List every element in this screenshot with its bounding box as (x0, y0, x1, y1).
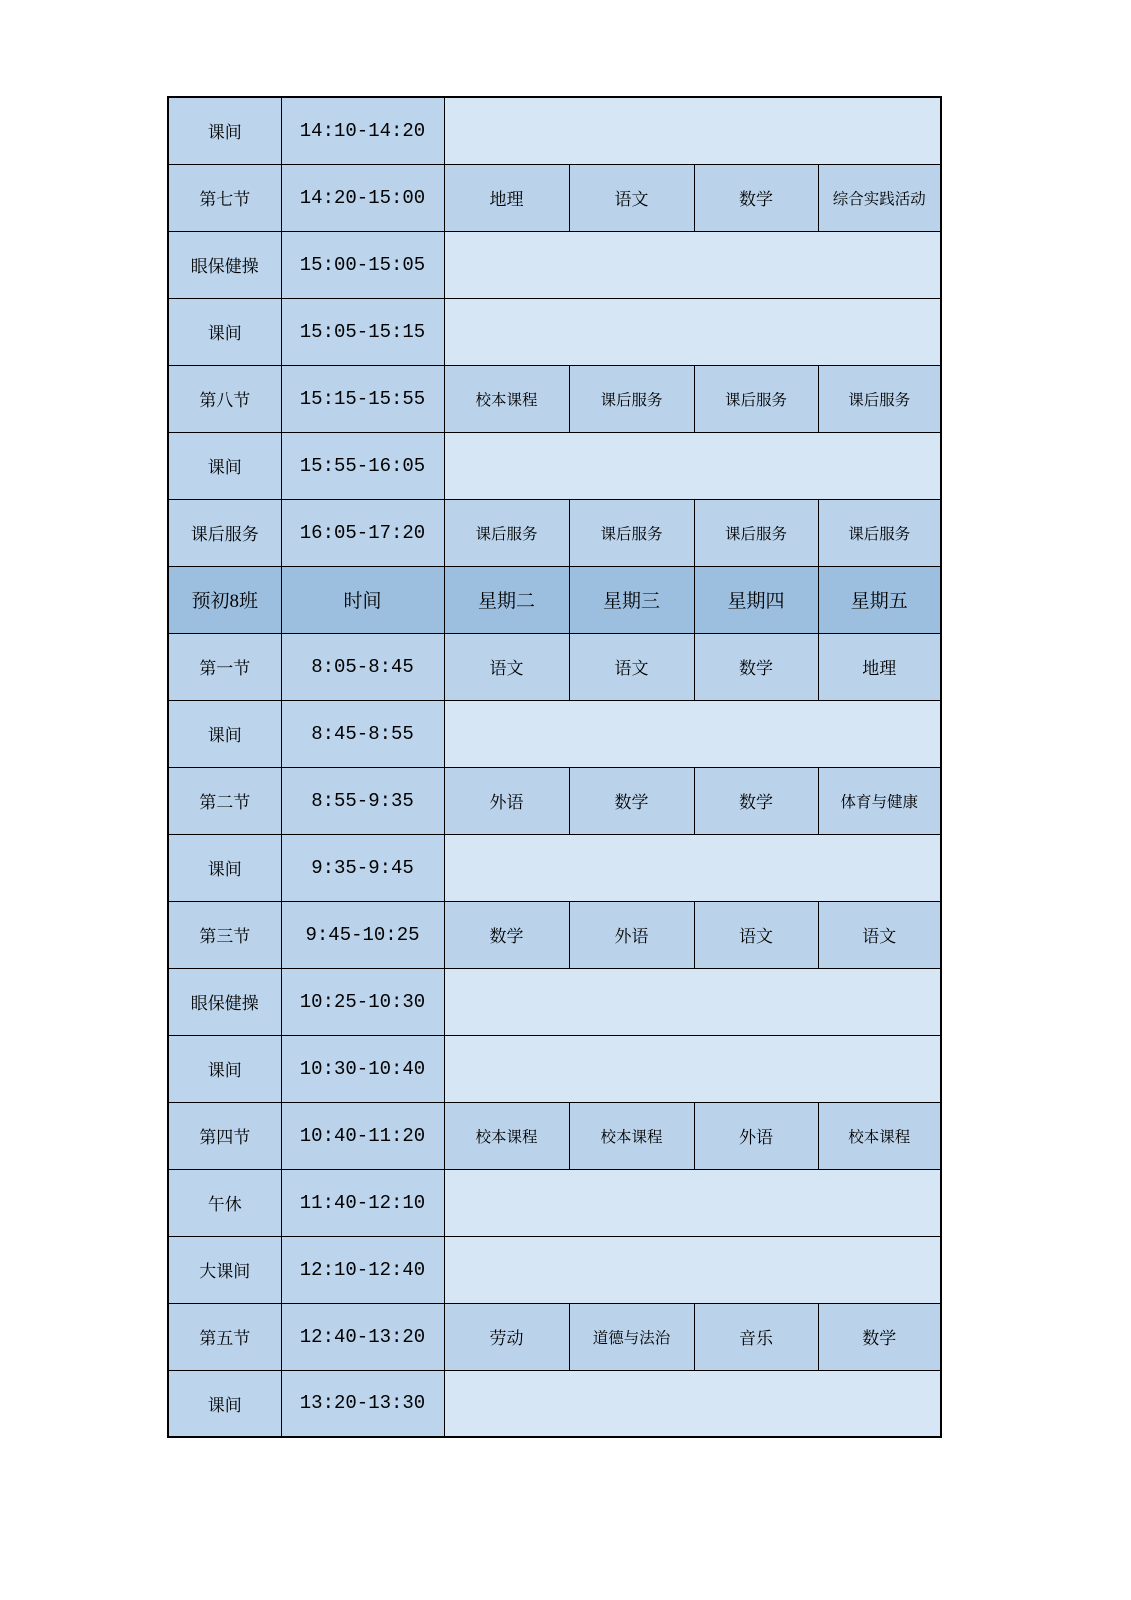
schedule-sheet (167, 96, 940, 1438)
subject-cell: 体育与健康 (818, 767, 941, 834)
table-row (168, 1035, 941, 1102)
empty-span-cell (444, 231, 941, 298)
table-header-weekday: 星期五 (818, 566, 941, 633)
table-row (168, 968, 941, 1035)
table-row (168, 1236, 941, 1303)
subject-cell: 数学 (569, 767, 694, 834)
subject-cell: 地理 (444, 164, 569, 231)
row-time-cell: 15:15-15:55 (281, 365, 444, 432)
row-label-cell: 课间 (168, 1370, 281, 1437)
subject-cell: 数学 (694, 164, 818, 231)
empty-span-cell (444, 1169, 941, 1236)
subject-cell: 语文 (569, 633, 694, 700)
row-label-cell: 第一节 (168, 633, 281, 700)
subject-cell: 数学 (818, 1303, 941, 1370)
table-header-class: 预初8班 (168, 566, 281, 633)
row-label-cell: 课间 (168, 700, 281, 767)
subject-cell: 语文 (569, 164, 694, 231)
table-header-weekday: 星期三 (569, 566, 694, 633)
row-time-cell: 15:55-16:05 (281, 432, 444, 499)
subject-cell: 语文 (818, 901, 941, 968)
table-row (168, 767, 941, 834)
row-label-cell: 午休 (168, 1169, 281, 1236)
subject-cell: 校本课程 (444, 1102, 569, 1169)
row-time-cell: 12:40-13:20 (281, 1303, 444, 1370)
subject-cell: 语文 (444, 633, 569, 700)
table-row (168, 432, 941, 499)
row-time-cell: 10:30-10:40 (281, 1035, 444, 1102)
row-label-cell: 课间 (168, 834, 281, 901)
row-label-cell: 大课间 (168, 1236, 281, 1303)
row-label-cell: 第八节 (168, 365, 281, 432)
row-time-cell: 10:25-10:30 (281, 968, 444, 1035)
row-label-cell: 第五节 (168, 1303, 281, 1370)
subject-cell: 校本课程 (444, 365, 569, 432)
empty-span-cell (444, 834, 941, 901)
subject-cell: 数学 (694, 633, 818, 700)
subject-cell: 课后服务 (569, 365, 694, 432)
subject-cell: 课后服务 (818, 499, 941, 566)
empty-span-cell (444, 1236, 941, 1303)
table-row (168, 365, 941, 432)
table-row (168, 298, 941, 365)
empty-span-cell (444, 1035, 941, 1102)
row-time-cell: 16:05-17:20 (281, 499, 444, 566)
subject-cell: 劳动 (444, 1303, 569, 1370)
row-label-cell: 课间 (168, 97, 281, 164)
row-time-cell: 8:45-8:55 (281, 700, 444, 767)
row-time-cell: 10:40-11:20 (281, 1102, 444, 1169)
row-time-cell: 14:20-15:00 (281, 164, 444, 231)
row-time-cell: 9:35-9:45 (281, 834, 444, 901)
table-row (168, 1102, 941, 1169)
subject-cell: 课后服务 (818, 365, 941, 432)
row-label-cell: 课后服务 (168, 499, 281, 566)
subject-cell: 课后服务 (694, 365, 818, 432)
row-time-cell: 15:00-15:05 (281, 231, 444, 298)
row-time-cell: 13:20-13:30 (281, 1370, 444, 1437)
row-label-cell: 第四节 (168, 1102, 281, 1169)
empty-span-cell (444, 97, 941, 164)
table-row (168, 834, 941, 901)
subject-cell: 综合实践活动 (818, 164, 941, 231)
empty-span-cell (444, 298, 941, 365)
table-header-weekday: 星期二 (444, 566, 569, 633)
table-row (168, 700, 941, 767)
row-label-cell: 眼保健操 (168, 968, 281, 1035)
row-label-cell: 眼保健操 (168, 231, 281, 298)
empty-span-cell (444, 700, 941, 767)
row-time-cell: 11:40-12:10 (281, 1169, 444, 1236)
subject-cell: 课后服务 (569, 499, 694, 566)
row-label-cell: 课间 (168, 432, 281, 499)
subject-cell: 外语 (694, 1102, 818, 1169)
row-label-cell: 课间 (168, 298, 281, 365)
table-header-weekday: 星期四 (694, 566, 818, 633)
subject-cell: 外语 (569, 901, 694, 968)
subject-cell: 语文 (694, 901, 818, 968)
subject-cell: 道德与法治 (569, 1303, 694, 1370)
subject-cell: 校本课程 (569, 1102, 694, 1169)
table-row (168, 164, 941, 231)
table-row (168, 633, 941, 700)
empty-span-cell (444, 432, 941, 499)
row-time-cell: 14:10-14:20 (281, 97, 444, 164)
row-time-cell: 12:10-12:40 (281, 1236, 444, 1303)
schedule-body (168, 97, 941, 1437)
row-label-cell: 第三节 (168, 901, 281, 968)
subject-cell: 地理 (818, 633, 941, 700)
subject-cell: 课后服务 (444, 499, 569, 566)
subject-cell: 数学 (444, 901, 569, 968)
subject-cell: 数学 (694, 767, 818, 834)
table-row (168, 499, 941, 566)
subject-cell: 课后服务 (694, 499, 818, 566)
row-time-cell: 9:45-10:25 (281, 901, 444, 968)
empty-span-cell (444, 1370, 941, 1437)
table-row (168, 97, 941, 164)
subject-cell: 校本课程 (818, 1102, 941, 1169)
row-label-cell: 第七节 (168, 164, 281, 231)
row-label-cell: 课间 (168, 1035, 281, 1102)
table-row (168, 901, 941, 968)
row-label-cell: 第二节 (168, 767, 281, 834)
table-row (168, 1370, 941, 1437)
table-row (168, 1303, 941, 1370)
table-row (168, 1169, 941, 1236)
row-time-cell: 15:05-15:15 (281, 298, 444, 365)
table-header-time: 时间 (281, 566, 444, 633)
class-schedule-table (167, 96, 942, 1438)
table-row (168, 231, 941, 298)
empty-span-cell (444, 968, 941, 1035)
row-time-cell: 8:05-8:45 (281, 633, 444, 700)
subject-cell: 音乐 (694, 1303, 818, 1370)
subject-cell: 外语 (444, 767, 569, 834)
row-time-cell: 8:55-9:35 (281, 767, 444, 834)
table-row (168, 566, 941, 633)
